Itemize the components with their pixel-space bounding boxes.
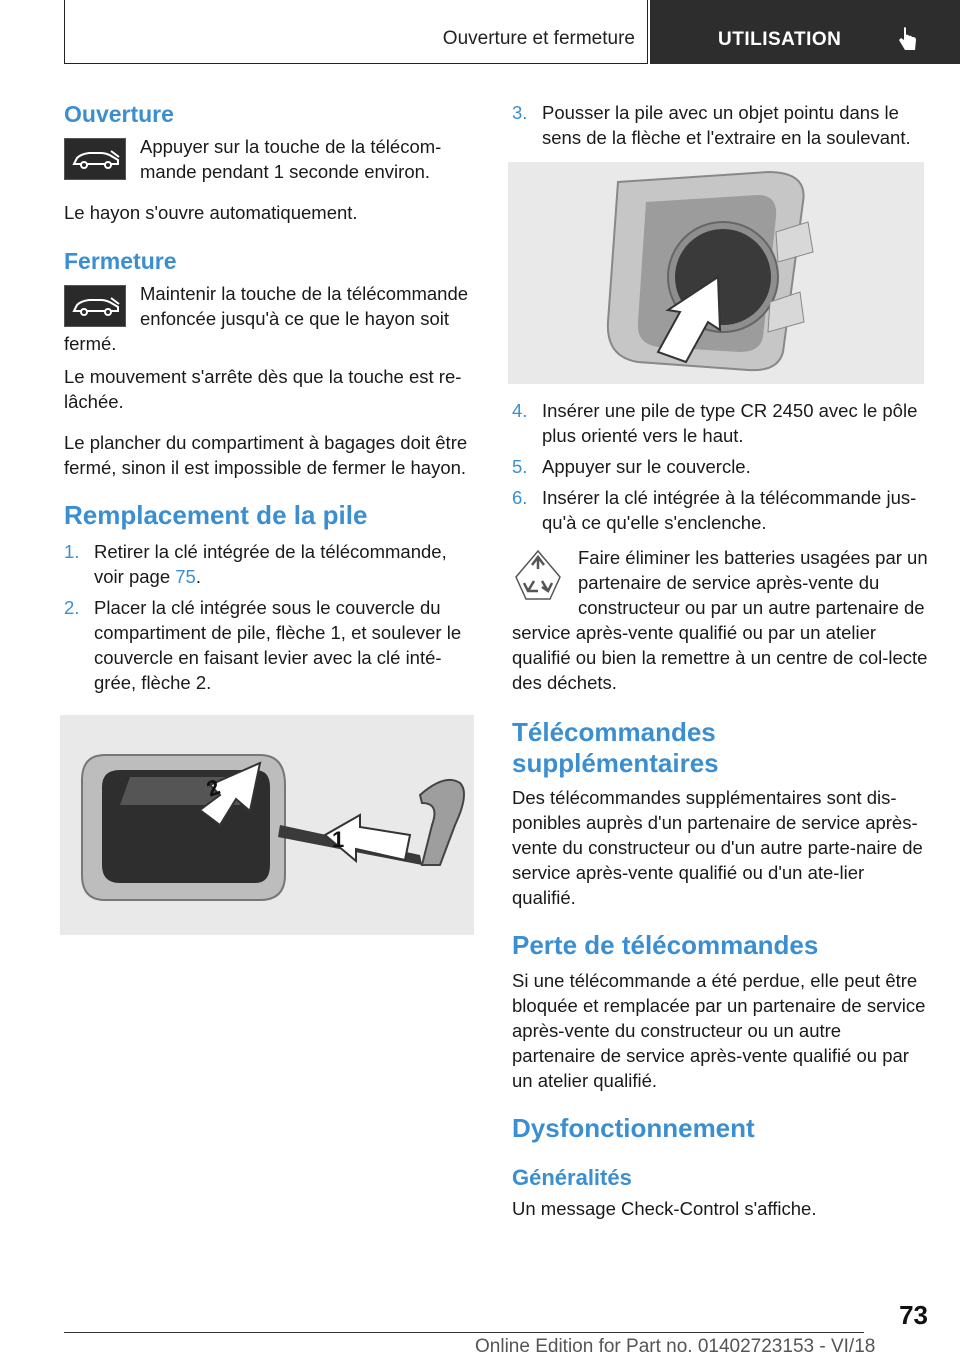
remplacement-steps — [64, 539, 480, 695]
battery-removal-figure — [508, 162, 924, 384]
step-4: 4. Insérer une pile de type CR 2450 avec le pôle plus orienté vers le haut. — [512, 400, 918, 446]
fermeture-heading: Fermeture — [64, 247, 177, 274]
fermeture-p1: Le mouvement s'arrête dès que la touche est re‐lâchée. — [64, 365, 462, 412]
ouverture-text: Appuyer sur la touche de la télécom‐mande pendant 1 seconde environ. — [140, 135, 442, 182]
footer-rule — [64, 1332, 864, 1333]
step-2: 2. Placer la clé intégrée sous le couvercle du compartiment de pile, flèche 1, et soulever le couvercle en faisant levier avec la clé inté‐grée, flèche 2. — [64, 596, 462, 693]
key-opening-figure — [60, 715, 474, 935]
right-column — [512, 100, 928, 1221]
arrow-label-2: 2 — [203, 773, 224, 802]
generalites-heading: Généralités — [512, 1164, 632, 1190]
fermeture-text: Maintenir la touche de la télécommande enfoncée jusqu'à ce que le hayon soit fermé. — [64, 282, 469, 354]
arrow-label-1: 1 — [332, 826, 345, 852]
footer-edition: Online Edition for Part no. 01402723153 - VI/18 — [475, 1336, 876, 1357]
header-section-title: Ouverture et fermeture — [442, 28, 635, 49]
page-number: 73 — [899, 1300, 928, 1330]
page-link-75[interactable]: 75 — [175, 565, 196, 587]
perte-heading: Perte de télécommandes — [512, 930, 819, 961]
car-tailgate-icon — [64, 138, 126, 180]
supp-text: Des télécommandes supplémentaires sont dis‐ponibles auprès d'un partenaire de service après-vente du constructeur ou d'un autre parte‐naire de service après-vente qualifié ou d'un ate‐lier qualifié. — [512, 787, 923, 909]
dysf-heading: Dysfonctionnement — [512, 1112, 755, 1143]
fermeture-instruction — [64, 281, 480, 356]
battery-illustration — [508, 162, 924, 384]
remplacement-heading: Remplacement de la pile — [64, 499, 368, 530]
perte-text: Si une télécommande a été perdue, elle peut être bloquée et remplacée par un partenaire de service après-vente du constructeur ou un autre partenaire de service après-vente qualifié ou par un atelier qualifié. — [512, 969, 926, 1091]
header-section-box — [64, 0, 648, 64]
dysf-text: Un message Check-Control s'affiche. — [512, 1198, 817, 1220]
supp-heading: Télécommandes supplémentaires — [512, 717, 719, 779]
steps-4-6 — [512, 398, 928, 535]
header-chapter-title: UTILISATION — [718, 29, 842, 50]
step-5: 5. Appuyer sur le couvercle. — [512, 456, 751, 477]
step-3-list — [512, 100, 928, 150]
pointing-hand-icon — [896, 26, 918, 52]
ouverture-heading: Ouverture — [64, 101, 174, 127]
step-1: 1. Retirer la clé intégrée de la télécommande, voir page 75. — [64, 540, 447, 587]
car-tailgate-icon — [64, 285, 126, 327]
ouverture-instruction — [64, 134, 480, 184]
recycle-note — [512, 545, 928, 695]
left-column — [64, 100, 480, 935]
recycle-text: Faire éliminer les batteries usagées par un partenaire de service après-vente du constructeur ou par un autre partenaire de service après-vente qualifié ou par un atelier qualifié ou bien la remettre à un centre de col‐lecte des déchets. — [512, 547, 928, 693]
fermeture-p2: Le plancher du compartiment à bagages doit être fermé, sinon il est impossible de fermer le hayon. — [64, 431, 468, 478]
step-6: 6. Insérer la clé intégrée à la télécommande jus‐qu'à ce qu'elle s'enclenche. — [512, 487, 917, 533]
ouverture-after: Le hayon s'ouvre automatiquement. — [64, 201, 358, 223]
header-chapter-box — [650, 0, 960, 64]
recycle-icon — [512, 547, 564, 603]
step-3: 3. Pousser la pile avec un objet pointu dans le sens de la flèche et l'extraire en la soulevant. — [512, 102, 911, 148]
key-illustration — [60, 715, 474, 935]
